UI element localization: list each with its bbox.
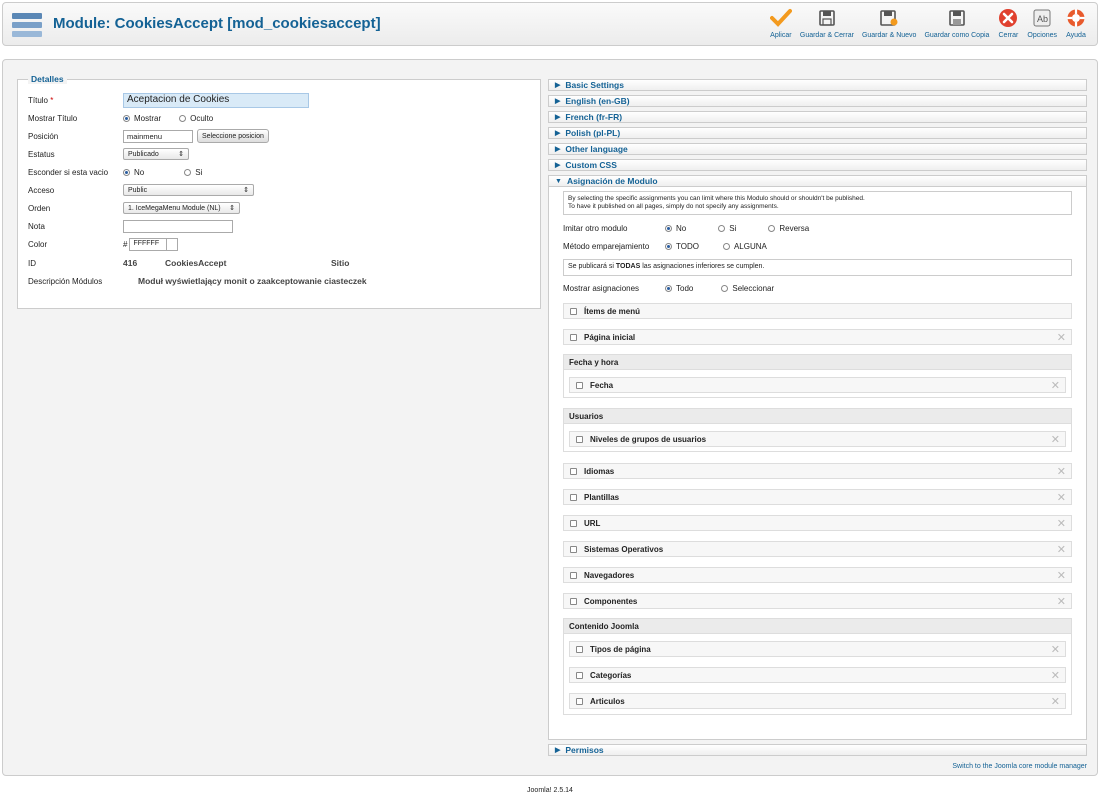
nota-row: [28, 218, 233, 234]
save-new-icon: [878, 7, 900, 29]
remove-icon[interactable]: ✕: [1050, 380, 1060, 392]
niveles-assignment[interactable]: [569, 431, 1066, 447]
esconder-si-label: Si: [195, 167, 203, 177]
options-label: Opciones: [1027, 32, 1057, 39]
checkbox[interactable]: [570, 520, 577, 527]
custom-css-panel[interactable]: [548, 159, 1087, 171]
remove-icon[interactable]: ✕: [1056, 544, 1066, 556]
contenido-joomla-group: [563, 618, 1072, 715]
footer-version: Joomla! 2.5.14: [527, 787, 573, 794]
plantillas-label: Plantillas: [584, 492, 620, 502]
sistemas-assignment[interactable]: [563, 541, 1072, 557]
asignacion-title: Asignación de Modulo: [566, 176, 658, 186]
radio-dot: [768, 225, 775, 232]
color-input[interactable]: FFFFFF: [129, 238, 167, 251]
assignment-note: [563, 191, 1072, 215]
main-panel: [2, 59, 1098, 776]
orden-select[interactable]: [123, 202, 240, 214]
fecha-assignment[interactable]: [569, 377, 1066, 393]
details-legend: Detalles: [28, 74, 67, 84]
triangle-right-icon: ▶: [555, 130, 561, 137]
options-icon: [1031, 7, 1053, 29]
descripcion-label: Descripción Módulos: [28, 276, 103, 286]
articulos-label: Articulos: [590, 696, 625, 706]
metodo-todo-label: TODO: [676, 241, 699, 251]
triangle-right-icon: ▶: [555, 146, 561, 153]
mostrar-radio-label: Mostrar: [134, 113, 162, 123]
imitar-si-label: Si: [729, 223, 737, 233]
plantillas-assignment[interactable]: [563, 489, 1072, 505]
radio-dot: [179, 115, 186, 122]
required-mark: *: [50, 95, 54, 105]
save-close-label: Guardar & Cerrar: [799, 32, 854, 39]
componentes-label: Componentes: [584, 596, 638, 606]
module-manager-icon: [11, 11, 43, 39]
checkbox[interactable]: [576, 646, 583, 653]
oculto-radio-label: Oculto: [190, 113, 214, 123]
acceso-value: Public: [128, 186, 148, 194]
esconder-si-radio[interactable]: [184, 168, 202, 177]
permisos-title: Permisos: [565, 745, 604, 755]
checkbox[interactable]: [576, 436, 583, 443]
acceso-select[interactable]: [123, 184, 254, 196]
metodo-alguna-radio[interactable]: [723, 242, 767, 251]
metodo-note: [563, 259, 1072, 276]
select-arrow-icon: ⇕: [178, 151, 184, 158]
polish-title: Polish (pl-PL): [565, 128, 621, 138]
navegadores-assignment[interactable]: [563, 567, 1072, 583]
metodo-alguna-label: ALGUNA: [733, 241, 767, 251]
usuarios-header: Usuarios: [564, 409, 1071, 424]
items-menu-assignment[interactable]: [563, 303, 1072, 319]
titulo-input[interactable]: Aceptacion de Cookies: [123, 93, 309, 108]
details-fieldset: [17, 74, 541, 309]
close-icon: [997, 7, 1019, 29]
radio-dot: [123, 115, 130, 122]
remove-icon[interactable]: ✕: [1050, 670, 1060, 682]
remove-icon[interactable]: ✕: [1050, 434, 1060, 446]
esconder-row: [28, 164, 220, 180]
assignment-note-line1: By selecting the specific assignments you can limit where this Modulo should or shouldn't be published.: [568, 195, 865, 202]
mostrar-radio[interactable]: [123, 114, 161, 123]
titulo-label: [28, 96, 123, 105]
checkbox[interactable]: [570, 598, 577, 605]
help-icon: [1065, 7, 1087, 29]
sistemas-label: Sistemas Operativos: [584, 544, 664, 554]
pagina-inicial-label: Página inicial: [584, 332, 636, 342]
apply-label: Aplicar: [770, 32, 792, 39]
color-row: [28, 236, 178, 252]
save-icon: [816, 7, 838, 29]
mostrar-titulo-row: [28, 110, 231, 126]
radio-dot: [665, 285, 672, 292]
remove-icon[interactable]: ✕: [1056, 570, 1066, 582]
color-label: Color: [28, 239, 48, 249]
mostrar-asignaciones-label: Mostrar asignaciones: [563, 283, 640, 293]
componentes-assignment[interactable]: [563, 593, 1072, 609]
oculto-radio[interactable]: [179, 114, 213, 123]
articulos-assignment[interactable]: [569, 693, 1066, 709]
descripcion-row: [28, 273, 367, 289]
url-label: URL: [584, 518, 601, 528]
english-title: English (en-GB): [565, 96, 630, 106]
checkbox[interactable]: [570, 308, 577, 315]
estatus-row: [28, 146, 189, 162]
orden-value: 1. IceMegaMenu Module (NL): [128, 204, 221, 212]
radio-dot: [665, 243, 672, 250]
basic-settings-panel[interactable]: [548, 79, 1087, 91]
posicion-input[interactable]: mainmenu: [123, 130, 193, 143]
nota-label: Nota: [28, 221, 45, 231]
remove-icon[interactable]: ✕: [1056, 518, 1066, 530]
asignacion-body: [548, 187, 1087, 740]
usuarios-group: [563, 408, 1072, 452]
checkbox[interactable]: [570, 334, 577, 341]
orden-label: Orden: [28, 203, 51, 213]
save-new-button[interactable]: [858, 7, 920, 39]
id-value: 416: [123, 258, 138, 268]
id-label: ID: [28, 258, 36, 268]
navegadores-label: Navegadores: [584, 570, 635, 580]
items-menu-label: Ítems de menú: [584, 306, 641, 316]
permisos-panel[interactable]: [548, 744, 1087, 756]
radio-dot: [123, 169, 130, 176]
url-assignment[interactable]: [563, 515, 1072, 531]
triangle-right-icon: ▶: [555, 747, 561, 754]
svg-text:Ab: Ab: [1037, 14, 1049, 24]
mostrar-titulo-label: Mostrar Título: [28, 113, 78, 123]
pagina-inicial-assignment[interactable]: [563, 329, 1072, 345]
metodo-label: Método emparejamiento: [563, 241, 650, 251]
posicion-label: Posición: [28, 131, 59, 141]
color-swatch[interactable]: [167, 238, 178, 251]
tipos-pagina-label: Tipos de página: [590, 644, 651, 654]
imitar-no-radio[interactable]: [665, 224, 686, 233]
fecha-label: Fecha: [590, 380, 614, 390]
french-title: French (fr-FR): [565, 112, 623, 122]
estatus-label: Estatus: [28, 149, 55, 159]
checkbox[interactable]: [576, 672, 583, 679]
polish-panel[interactable]: [548, 127, 1087, 139]
save-copy-icon: [946, 7, 968, 29]
switch-core-manager-link[interactable]: Switch to the Joomla core module manager: [952, 763, 1087, 770]
apply-button[interactable]: [766, 7, 796, 39]
radio-dot: [665, 225, 672, 232]
module-name: CookiesAccept: [165, 258, 227, 268]
mostrar-seleccionar-radio[interactable]: [721, 284, 774, 293]
categorias-label: Categorías: [590, 670, 632, 680]
id-row: [28, 255, 349, 271]
estatus-select[interactable]: [123, 148, 189, 160]
imitar-si-radio[interactable]: [718, 224, 736, 233]
checkbox[interactable]: [576, 698, 583, 705]
header-toolbar: [2, 2, 1098, 46]
checkbox[interactable]: [570, 468, 577, 475]
metodo-note-pre: Se publicará si: [568, 263, 614, 270]
acceso-row: [28, 182, 254, 198]
checkbox[interactable]: [570, 572, 577, 579]
tipos-pagina-assignment[interactable]: [569, 641, 1066, 657]
esconder-no-radio[interactable]: [123, 168, 144, 177]
checkbox[interactable]: [570, 494, 577, 501]
estatus-value: Publicado: [128, 150, 159, 158]
select-arrow-icon: ⇕: [243, 187, 249, 194]
seleccione-posicion-button[interactable]: Seleccione posicion: [197, 129, 269, 143]
triangle-down-icon: ▼: [555, 177, 562, 185]
titulo-label-text: Título: [28, 95, 49, 105]
remove-icon[interactable]: ✕: [1056, 332, 1066, 344]
contenido-joomla-header: Contenido Joomla: [564, 619, 1071, 634]
imitar-label: Imitar otro modulo: [563, 223, 628, 233]
fecha-hora-group: [563, 354, 1072, 398]
mostrar-todo-radio[interactable]: [665, 284, 693, 293]
metodo-todo-radio[interactable]: [665, 242, 699, 251]
french-panel[interactable]: [548, 111, 1087, 123]
color-hash: #: [123, 239, 128, 249]
categorias-assignment[interactable]: [569, 667, 1066, 683]
save-copy-label: Guardar como Copia: [924, 32, 990, 39]
save-close-button[interactable]: [796, 7, 858, 39]
toolbar: [766, 7, 1091, 39]
other-language-title: Other language: [565, 144, 628, 154]
idiomas-assignment[interactable]: [563, 463, 1072, 479]
save-new-label: Guardar & Nuevo: [861, 32, 917, 39]
basic-settings-title: Basic Settings: [565, 80, 624, 90]
help-button[interactable]: [1061, 7, 1091, 39]
fecha-hora-header: Fecha y hora: [564, 355, 1071, 370]
close-label: Cerrar: [998, 32, 1019, 39]
radio-dot: [723, 243, 730, 250]
checkbox[interactable]: [570, 546, 577, 553]
remove-icon[interactable]: ✕: [1056, 466, 1066, 478]
radio-dot: [184, 169, 191, 176]
close-button[interactable]: [993, 7, 1023, 39]
triangle-right-icon: ▶: [555, 114, 561, 121]
remove-icon[interactable]: ✕: [1050, 696, 1060, 708]
help-label: Ayuda: [1066, 32, 1086, 39]
imitar-row: [563, 221, 827, 235]
options-button[interactable]: [1023, 7, 1061, 39]
metodo-note-bold: TODAS: [615, 263, 641, 270]
triangle-right-icon: ▶: [555, 82, 561, 89]
metodo-note-post: las asignaciones inferiores se cumplen.: [642, 263, 765, 270]
site-label: Sitio: [331, 258, 350, 268]
idiomas-label: Idiomas: [584, 466, 615, 476]
custom-css-title: Custom CSS: [565, 160, 617, 170]
esconder-no-label: No: [134, 167, 145, 177]
radio-dot: [721, 285, 728, 292]
mostrar-todo-label: Todo: [676, 283, 694, 293]
acceso-label: Acceso: [28, 185, 55, 195]
mostrar-seleccionar-label: Seleccionar: [732, 283, 775, 293]
descripcion-value: Moduł wyświetlający monit o zaakceptowanie ciasteczek: [138, 276, 367, 286]
nota-input[interactable]: [123, 220, 233, 233]
assignment-note-line2: To have it published on all pages, simply do not specify any assignments.: [568, 203, 779, 211]
page-title: Module: CookiesAccept [mod_cookiesaccept]: [53, 15, 381, 32]
triangle-right-icon: ▶: [555, 98, 561, 105]
imitar-reversa-radio[interactable]: [768, 224, 809, 233]
orden-row: [28, 200, 240, 216]
select-arrow-icon: ⇕: [229, 205, 235, 212]
imitar-no-label: No: [676, 223, 687, 233]
options-accordion: [548, 79, 1087, 760]
posicion-row: [28, 128, 269, 144]
esconder-label: Esconder si esta vacio: [28, 167, 109, 177]
metodo-row: [563, 239, 785, 253]
niveles-label: Niveles de grupos de usuarios: [590, 434, 707, 444]
titulo-row: [28, 92, 309, 108]
other-language-panel[interactable]: [548, 143, 1087, 155]
radio-dot: [718, 225, 725, 232]
mostrar-asignaciones-row: [563, 281, 792, 295]
remove-icon[interactable]: ✕: [1056, 596, 1066, 608]
triangle-right-icon: ▶: [555, 162, 561, 169]
english-panel[interactable]: [548, 95, 1087, 107]
asignacion-panel[interactable]: [548, 175, 1087, 187]
checkbox[interactable]: [576, 382, 583, 389]
imitar-reversa-label: Reversa: [779, 223, 810, 233]
remove-icon[interactable]: ✕: [1056, 492, 1066, 504]
checkmark-icon: [770, 7, 792, 29]
remove-icon[interactable]: ✕: [1050, 644, 1060, 656]
save-copy-button[interactable]: [920, 7, 993, 39]
